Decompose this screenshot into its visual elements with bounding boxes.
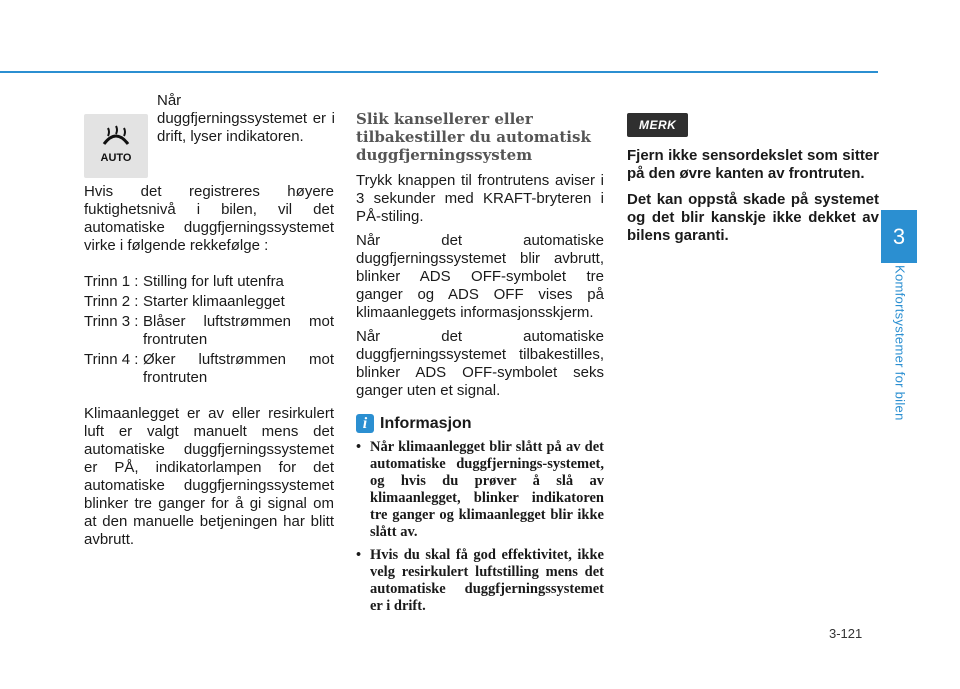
auto-defog-indicator-icon (84, 114, 148, 178)
list-item: • Hvis du skal få god effektivitet, ikke velg resirkulert luftstilling mens det automatiske duggfjerningssystemet er i drift. (356, 547, 604, 614)
manual-override-paragraph: Klimaanlegget er av eller resirkulert luft er valgt manuelt mens det automatiske duggfjerningssystemet er PÅ, indikatorlampen for det automatiske duggfjerningssystemet blinker tre ganger for å gi signal om at den manuelle betjeningen har blitt avbrutt. (84, 405, 334, 548)
chapter-tab: 3 (881, 210, 917, 263)
bullet-text: Hvis du skal få god effektivitet, ikke velg resirkulert luftstilling mens det automatiske duggfjerningssystemet er i drift. (370, 547, 604, 614)
step-text: Stilling for luft utenfra (143, 273, 284, 290)
steps-list (84, 273, 334, 387)
info-icon: i (356, 414, 374, 433)
reset-instruction: Trykk knappen til frontrutens aviser i 3 sekunder med KRAFT-bryteren i PÅ-stiling. (356, 172, 604, 225)
restore-paragraph: Når det automatiske duggfjerningssystemet tilbakestilles, blinker ADS OFF-symbolet seks ganger uten et signal. (356, 328, 604, 399)
step-text: Øker luftstrømmen mot frontruten (143, 351, 334, 386)
column-1 (84, 183, 334, 549)
merk-badge: MERK (627, 113, 688, 137)
step-label: Trinn 3 : (84, 313, 139, 330)
info-header (356, 414, 604, 433)
step-item (84, 351, 334, 387)
step-text: Blåser luftstrømmen mot frontruten (143, 313, 334, 348)
step-text: Starter klimaanlegget (143, 293, 285, 310)
list-item: • Når klimaanlegget blir slått på av det automatiske duggfjernings-systemet, og hvis du prøver å slå av klimaanlegget, blinker indikatoren tre ganger og klimaanlegget blir ikke slått av. (356, 439, 604, 540)
cancel-paragraph: Når det automatiske duggfjerningssystemet blir avbrutt, blinker ADS OFF-symbolet tre ganger og ADS OFF vises på klimaanleggets informasjonsskjerm. (356, 232, 604, 321)
step-item (84, 293, 334, 311)
step-item (84, 313, 334, 349)
header-rule (0, 71, 878, 73)
column-2 (356, 110, 604, 621)
section-heading: Slik kansellerer eller tilbakestiller du automatisk duggfjerningssystem (356, 110, 591, 164)
column-3 (627, 113, 879, 245)
page-number: 3-121 (829, 626, 863, 641)
step-label: Trinn 2 : (84, 293, 139, 310)
note-sensor-cover: Fjern ikke sensordekslet som sitter på den øvre kanten av frontruten. (627, 147, 879, 182)
info-title: Informasjon (380, 414, 472, 432)
icon-auto-label: AUTO (100, 152, 132, 164)
step-item (84, 273, 334, 291)
bullet-text: Når klimaanlegget blir slått på av det automatiske duggfjernings-systemet, og hvis du prøver å slå av klimaanlegget, blinker indikatoren tre ganger og klimaanlegget blir ikke slått av. (370, 439, 604, 540)
humidity-paragraph: Hvis det registreres høyere fuktighetsnivå i bilen, vil det automatiske duggfjerningssystemet virke i følgende rekkefølge : (84, 183, 334, 254)
note-warranty: Det kan oppstå skade på systemet og det blir kanskje ikke dekket av bilens garanti. (627, 191, 879, 244)
info-bullets (356, 439, 604, 615)
chapter-title: Komfortsystemer for bilen (892, 265, 908, 421)
indicator-intro-text: Når duggfjerningssystemet er i drift, lyser indikatoren. (157, 92, 335, 145)
step-label: Trinn 1 : (84, 273, 139, 290)
step-label: Trinn 4 : (84, 351, 139, 368)
